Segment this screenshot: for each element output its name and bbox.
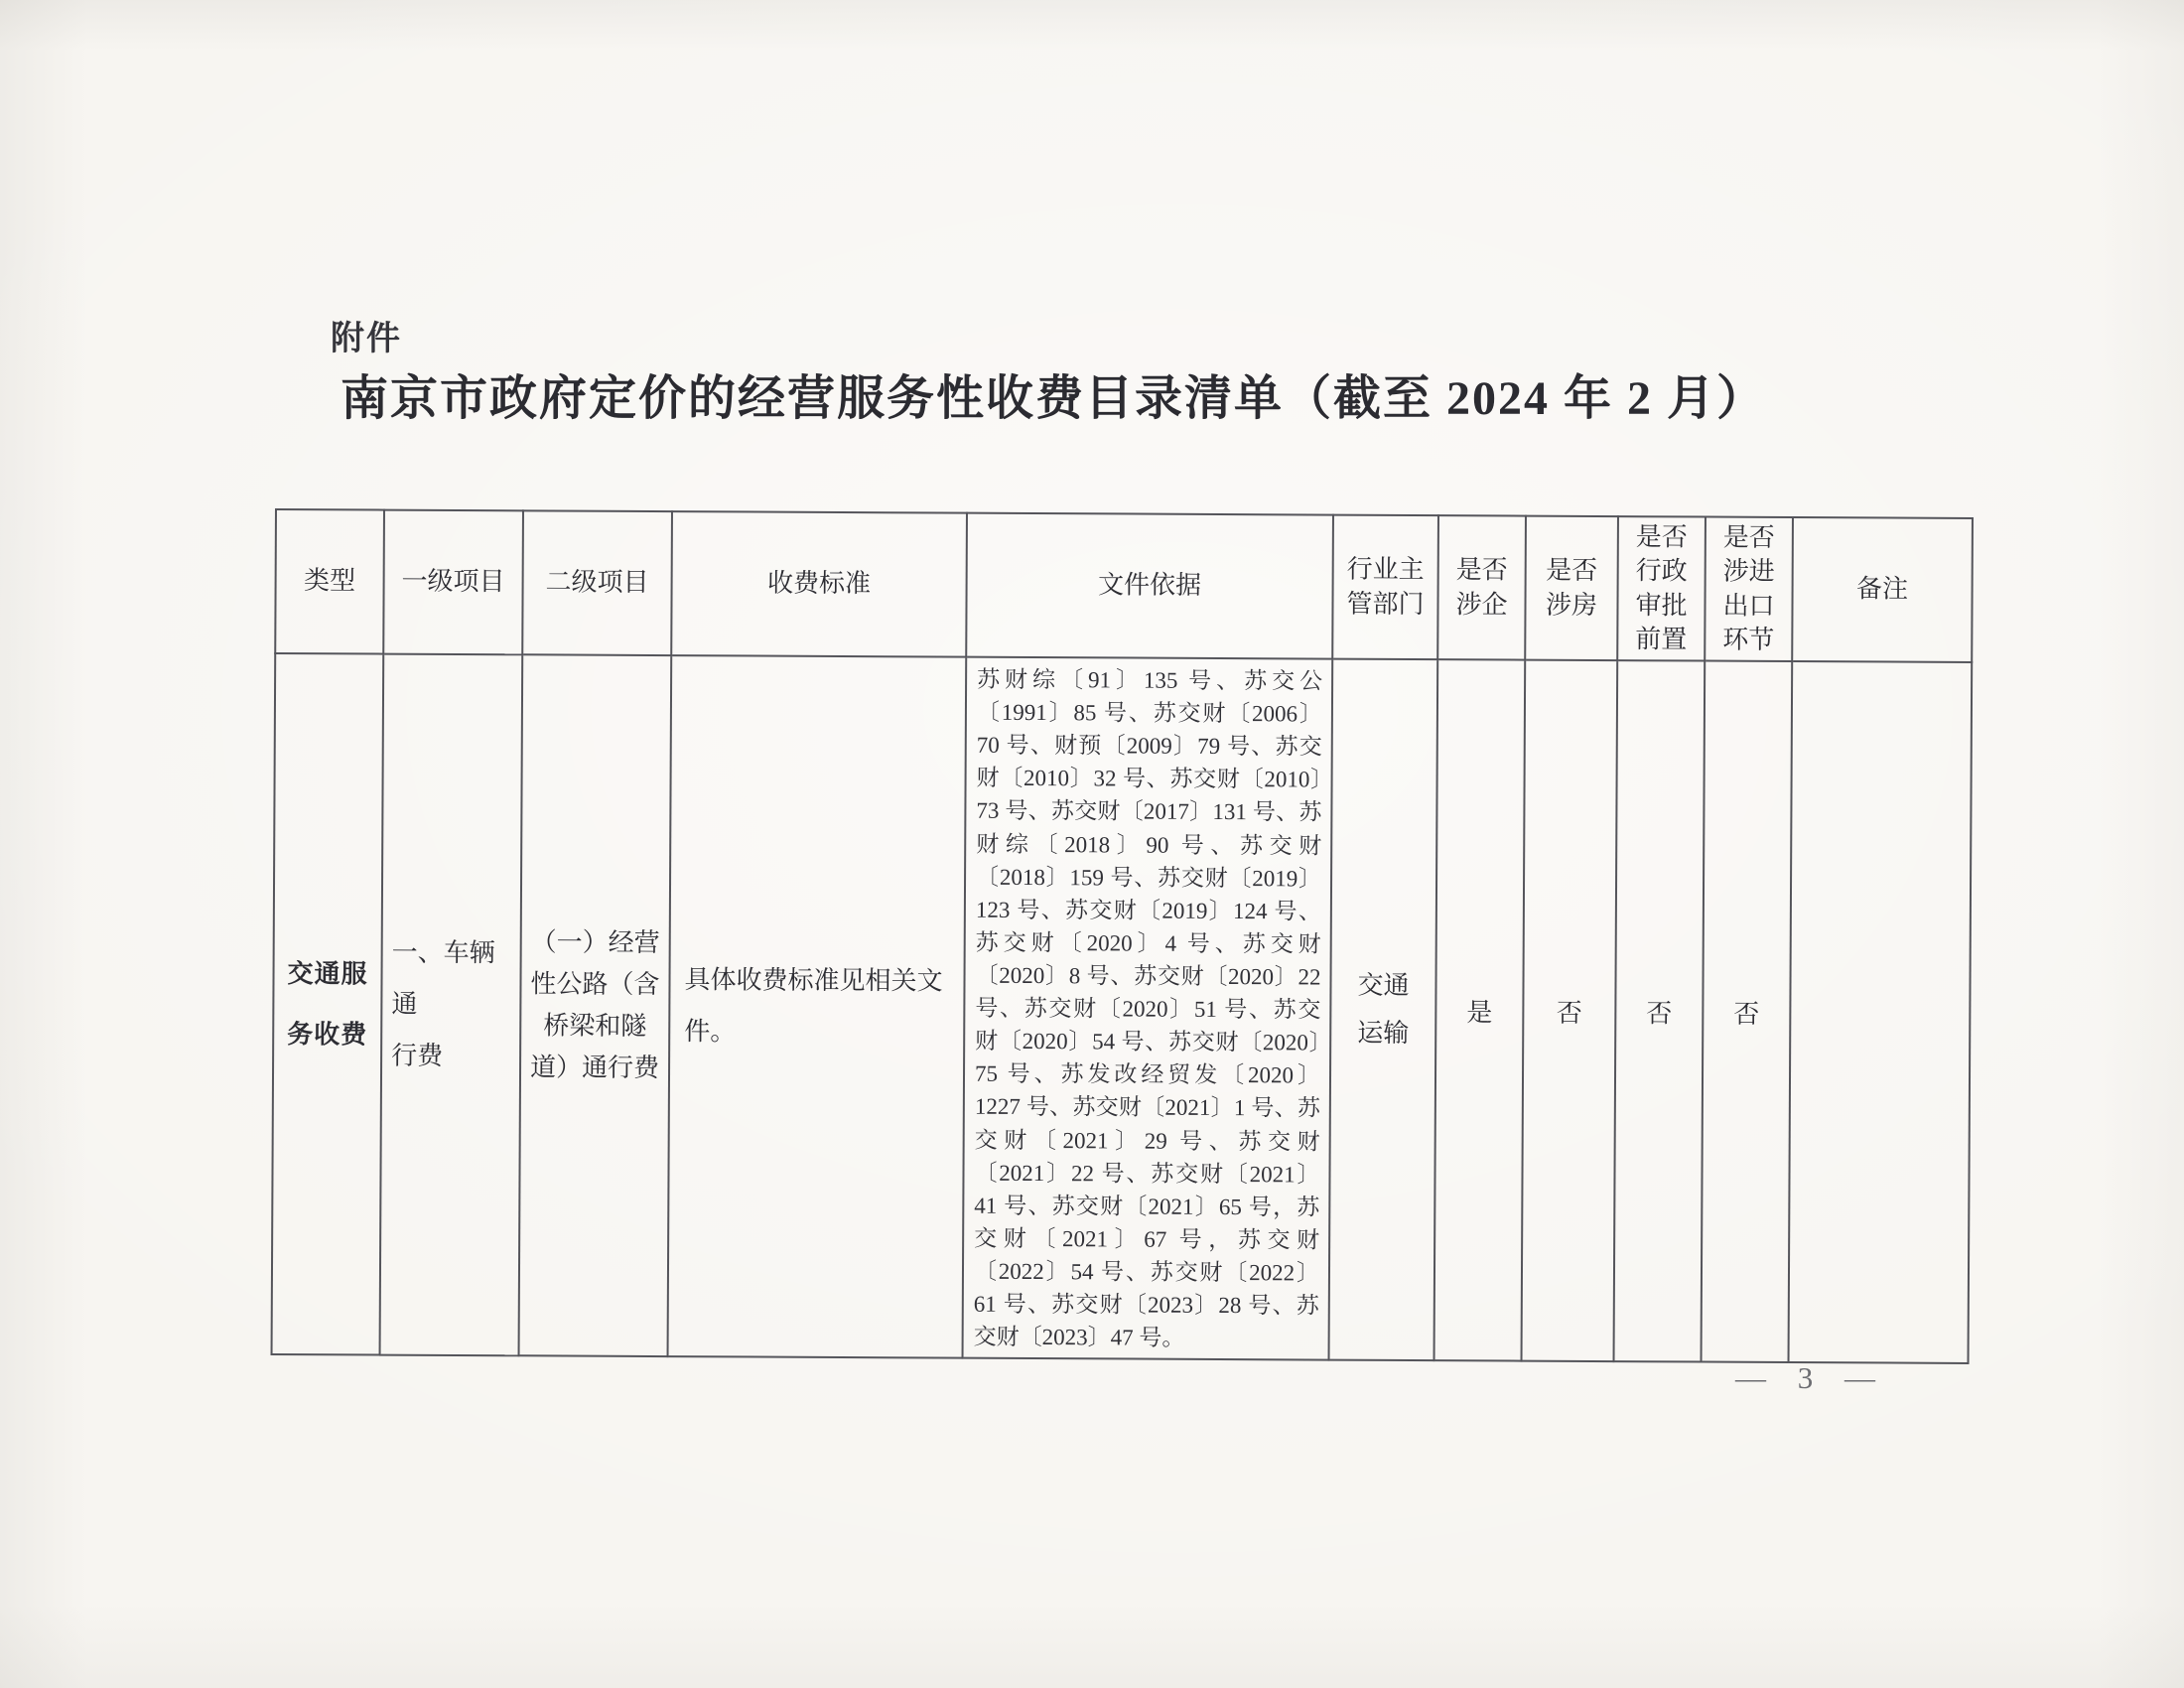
- header-level1-item: 一级项目: [383, 510, 523, 655]
- cell-fee-standard: 具体收费标准见相关文 件。: [668, 655, 967, 1358]
- fee-table: [271, 508, 1974, 1364]
- fee-table-container: [271, 508, 1974, 1364]
- header-industry-dept: 行业主 管部门: [1332, 515, 1438, 660]
- table-header-row: [275, 509, 1973, 662]
- header-involves-housing: 是否 涉房: [1525, 516, 1618, 660]
- cell-industry-dept: 交通 运输: [1329, 659, 1438, 1361]
- header-level2-item: 二级项目: [522, 510, 672, 655]
- header-import-export: 是否 涉进 出口 环节: [1705, 517, 1793, 661]
- header-involves-enterprise: 是否 涉企: [1437, 515, 1526, 659]
- header-document-basis: 文件依据: [966, 513, 1333, 659]
- cell-involves-enterprise: 是: [1434, 659, 1526, 1361]
- cell-type: 交通服 务收费: [272, 653, 384, 1355]
- cell-admin-approval: 否: [1614, 660, 1706, 1362]
- attachment-label: 附件: [331, 320, 402, 357]
- page-title: 南京市政府定价的经营服务性收费目录清单（截至 2024 年 2 月）: [341, 372, 1767, 425]
- header-admin-approval: 是否 行政 审批 前置: [1617, 516, 1706, 660]
- cell-level2-item: （一）经营 性公路（含 桥梁和隧 道）通行费: [519, 654, 672, 1356]
- page-number: — 3 —: [1735, 1360, 1884, 1395]
- header-type: 类型: [275, 509, 384, 654]
- cell-import-export: 否: [1702, 661, 1793, 1363]
- header-remark: 备注: [1792, 517, 1973, 662]
- cell-remark: [1789, 661, 1973, 1363]
- cell-level1-item: 一、车辆通 行费: [380, 654, 523, 1356]
- header-fee-standard: 收费标准: [671, 511, 967, 657]
- cell-involves-housing: 否: [1522, 660, 1618, 1362]
- table-row: [272, 653, 1973, 1363]
- cell-document-basis: 苏财综〔91〕135 号、苏交公〔1991〕85 号、苏交财〔2006〕70 号、财预〔2009〕79 号、苏交财〔2010〕32 号、苏交财〔2010〕73 号、苏交财〔2017〕131 号、苏财综〔2018〕90 号、苏交财〔2018〕159 号、苏交财〔2019〕123 号、苏交财〔2019〕124 号、苏交财〔2020〕4 号、苏交财〔2020〕8 号、苏交财〔2020〕22 号、苏交财〔2020〕51 号、苏交财〔2020〕54 号、苏交财〔2020〕75 号、苏发改经贸发〔2020〕1227 号、苏交财〔2021〕1 号、苏交财〔2021〕29 号、苏交财〔2021〕22 号、苏交财〔2021〕41 号、苏交财〔2021〕65 号，苏交财〔2021〕67 号，苏交财〔2022〕54 号、苏交财〔2022〕61 号、苏交财〔2023〕28 号、苏交财〔2023〕47 号。: [963, 657, 1333, 1360]
